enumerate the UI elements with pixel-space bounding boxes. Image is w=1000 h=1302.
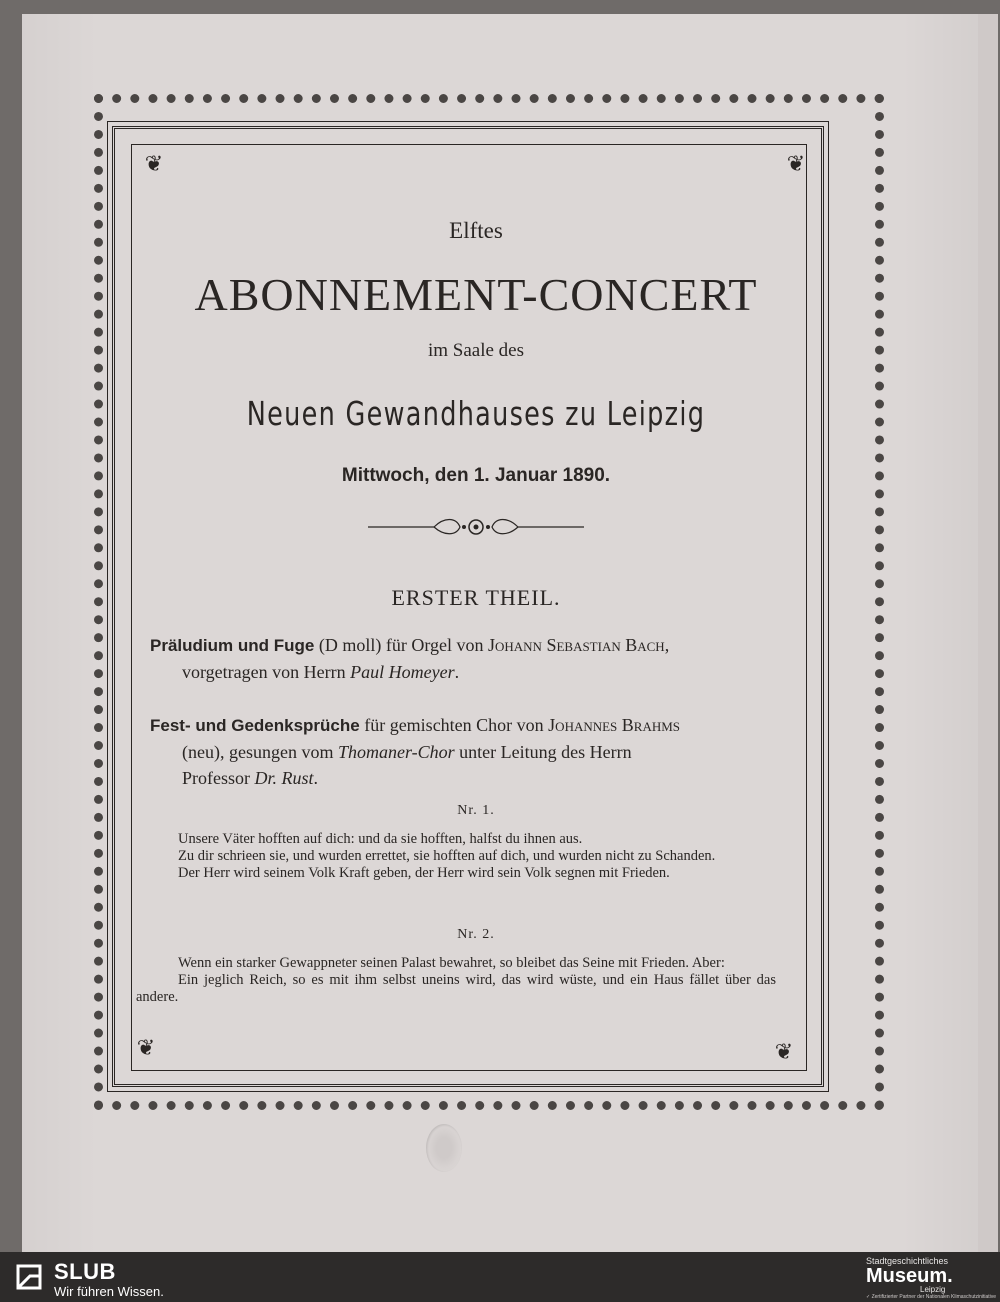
slub-tagline: Wir führen Wissen. — [54, 1284, 164, 1299]
punctuation: . — [313, 768, 319, 788]
conductor-line — [150, 765, 790, 791]
performer-prefix: (neu), gesungen vom — [182, 742, 334, 762]
corner-ornament-icon: ❦ — [136, 1035, 156, 1060]
program-entry-bach — [150, 632, 790, 685]
flourish-ornament-icon — [364, 514, 588, 540]
work-key: (D moll) — [318, 635, 382, 655]
program-entry-brahms — [150, 712, 790, 791]
punctuation: , — [664, 635, 670, 655]
museum-city: Leipzig — [920, 1285, 946, 1294]
corner-ornament-icon: ❦ — [786, 151, 806, 176]
composer-name: Johannes Brahms — [548, 715, 681, 735]
verse-line: Unsere Väter hofften auf dich: und da sie hofften, halfst du ihnen aus. — [178, 831, 583, 847]
section-heading: ERSTER THEIL. — [391, 585, 561, 610]
venue-prefix: im Saale des — [427, 340, 525, 361]
slub-logo-icon[interactable] — [14, 1260, 44, 1294]
footer-bar — [0, 1252, 1000, 1302]
museum-note: ✓ Zertifizierter Partner der Nationalen Klimaschutzinitiative — [866, 1294, 997, 1300]
museum-label-small: Stadtgeschichtliches — [866, 1256, 949, 1266]
concert-title: ABONNEMENT-CONCERT — [194, 269, 758, 320]
choir-name: Thomaner-Chor — [337, 742, 455, 762]
verse-line: Wenn ein starker Gewappneter seinen Palast bewahret, so bleibet das Seine mit Frieden. Aber: — [178, 955, 725, 971]
corner-ornament-icon: ❦ — [144, 151, 164, 176]
performer-prefix: vorgetragen von Herrn — [182, 662, 346, 682]
performer-line — [150, 739, 790, 765]
work-instrument: für Orgel von — [385, 635, 484, 655]
slub-name[interactable]: SLUB — [54, 1259, 116, 1284]
paper-fold — [978, 14, 998, 1252]
verse-text-2 — [136, 955, 776, 1006]
verse-number: Nr. 1. — [457, 803, 495, 818]
punctuation: . — [454, 662, 460, 682]
venue-name: Neuen Gewandhauses zu Leipzig — [246, 394, 706, 433]
verse-number: Nr. 2. — [457, 927, 495, 942]
conductor-title: Professor — [182, 768, 250, 788]
conductor-prefix: unter Leitung des Herrn — [459, 742, 632, 762]
corner-ornament-icon: ❦ — [774, 1039, 794, 1064]
conductor-name: Dr. Rust — [254, 768, 314, 788]
work-title: Fest- und Gedenksprüche — [150, 716, 360, 735]
embossed-seal — [426, 1124, 462, 1172]
museum-label-big[interactable]: Museum. — [866, 1265, 953, 1287]
work-title: Präludium und Fuge — [150, 636, 315, 655]
performer-line — [150, 659, 790, 685]
work-scoring: für gemischten Chor von — [364, 715, 544, 735]
composer-name: Johann Sebastian Bach — [488, 635, 665, 655]
verse-text-1 — [136, 831, 776, 882]
verse-line: Ein jeglich Reich, so es mit ihm selbst uneins wird, das wird wüste, und ein Haus fället über das andere. — [136, 972, 776, 1005]
verse-line: Der Herr wird seinem Volk Kraft geben, der Herr wird sein Volk segnen mit Frieden. — [178, 865, 670, 881]
verse-line: Zu dir schrieen sie, und wurden errettet, sie hofften auf dich, und wurden nicht zu Schanden. — [178, 848, 716, 864]
performer-name: Paul Homeyer — [350, 662, 455, 682]
concert-date: Mittwoch, den 1. Januar 1890. — [341, 465, 611, 486]
concert-ordinal: Elftes — [449, 218, 503, 243]
